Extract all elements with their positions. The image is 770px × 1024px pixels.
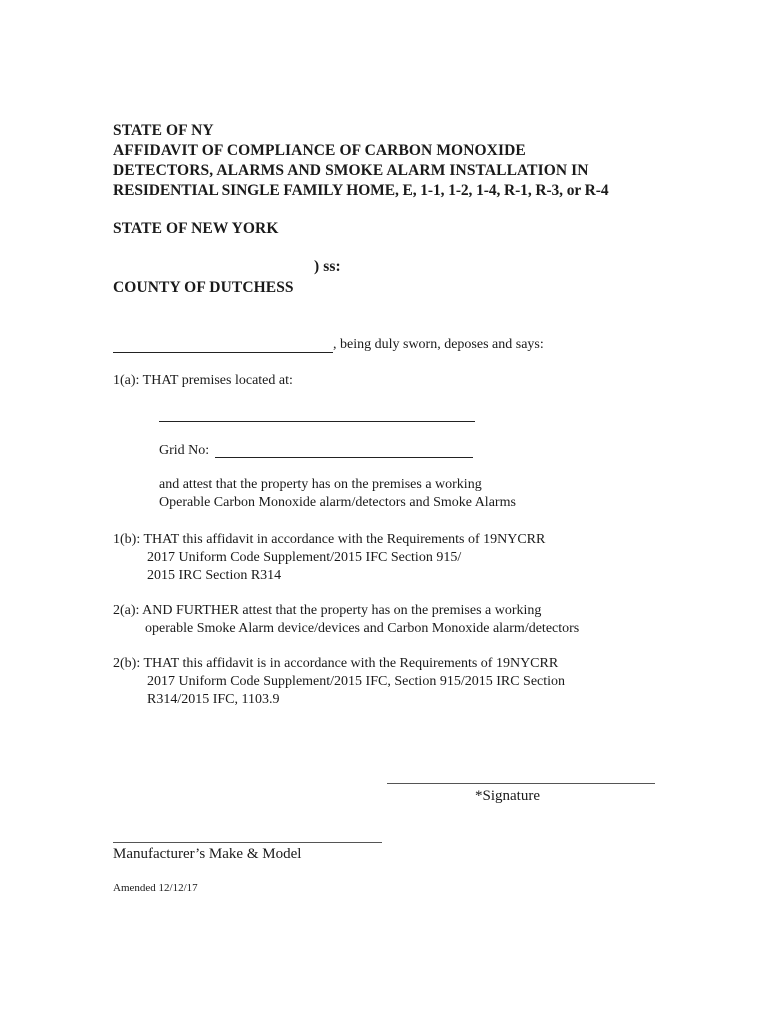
section-2b-line-3: R314/2015 IFC, 1103.9 bbox=[147, 692, 280, 707]
amended-date: Amended 12/12/17 bbox=[113, 882, 198, 894]
title-line-4: RESIDENTIAL SINGLE FAMILY HOME, E, 1-1, 1-2, 1-4, R-1, R-3, or R-4 bbox=[113, 182, 609, 199]
grid-no-line[interactable] bbox=[215, 457, 473, 458]
sworn-text: , being duly sworn, deposes and says: bbox=[333, 337, 544, 352]
attest-line-1: and attest that the property has on the premises a working bbox=[159, 477, 482, 492]
section-2a-line-2: operable Smoke Alarm device/devices and Carbon Monoxide alarm/detectors bbox=[145, 621, 580, 636]
section-2b-line-2: 2017 Uniform Code Supplement/2015 IFC, Section 915/2015 IRC Section bbox=[147, 674, 566, 689]
manufacturer-label: Manufacturer’s Make & Model bbox=[113, 846, 302, 862]
affiant-name-line[interactable] bbox=[113, 352, 333, 353]
section-1b-line-1: 1(b): THAT this affidavit in accordance with the Requirements of 19NYCRR bbox=[113, 532, 546, 547]
venue-county: COUNTY OF DUTCHESS bbox=[113, 279, 294, 296]
premises-address-line[interactable] bbox=[159, 421, 475, 422]
signature-line[interactable] bbox=[387, 783, 655, 784]
section-2a-line-1: 2(a): AND FURTHER attest that the property has on the premises a working bbox=[113, 603, 542, 618]
grid-no-label: Grid No: bbox=[159, 443, 210, 458]
title-line-2: AFFIDAVIT OF COMPLIANCE OF CARBON MONOXIDE bbox=[113, 142, 526, 159]
section-1b-line-2: 2017 Uniform Code Supplement/2015 IFC Section 915/ bbox=[147, 550, 462, 565]
attest-line-2: Operable Carbon Monoxide alarm/detectors and Smoke Alarms bbox=[159, 495, 516, 510]
venue-ss: ) ss: bbox=[314, 258, 341, 275]
manufacturer-line[interactable] bbox=[113, 842, 382, 843]
section-2b-line-1: 2(b): THAT this affidavit is in accordance with the Requirements of 19NYCRR bbox=[113, 656, 559, 671]
section-1b-line-3: 2015 IRC Section R314 bbox=[147, 568, 282, 583]
signature-label: *Signature bbox=[475, 788, 540, 804]
venue-state: STATE OF NEW YORK bbox=[113, 220, 279, 237]
section-1a-label: 1(a): THAT premises located at: bbox=[113, 373, 293, 388]
title-line-1: STATE OF NY bbox=[113, 122, 214, 139]
title-line-3: DETECTORS, ALARMS AND SMOKE ALARM INSTALLATION IN bbox=[113, 162, 589, 179]
